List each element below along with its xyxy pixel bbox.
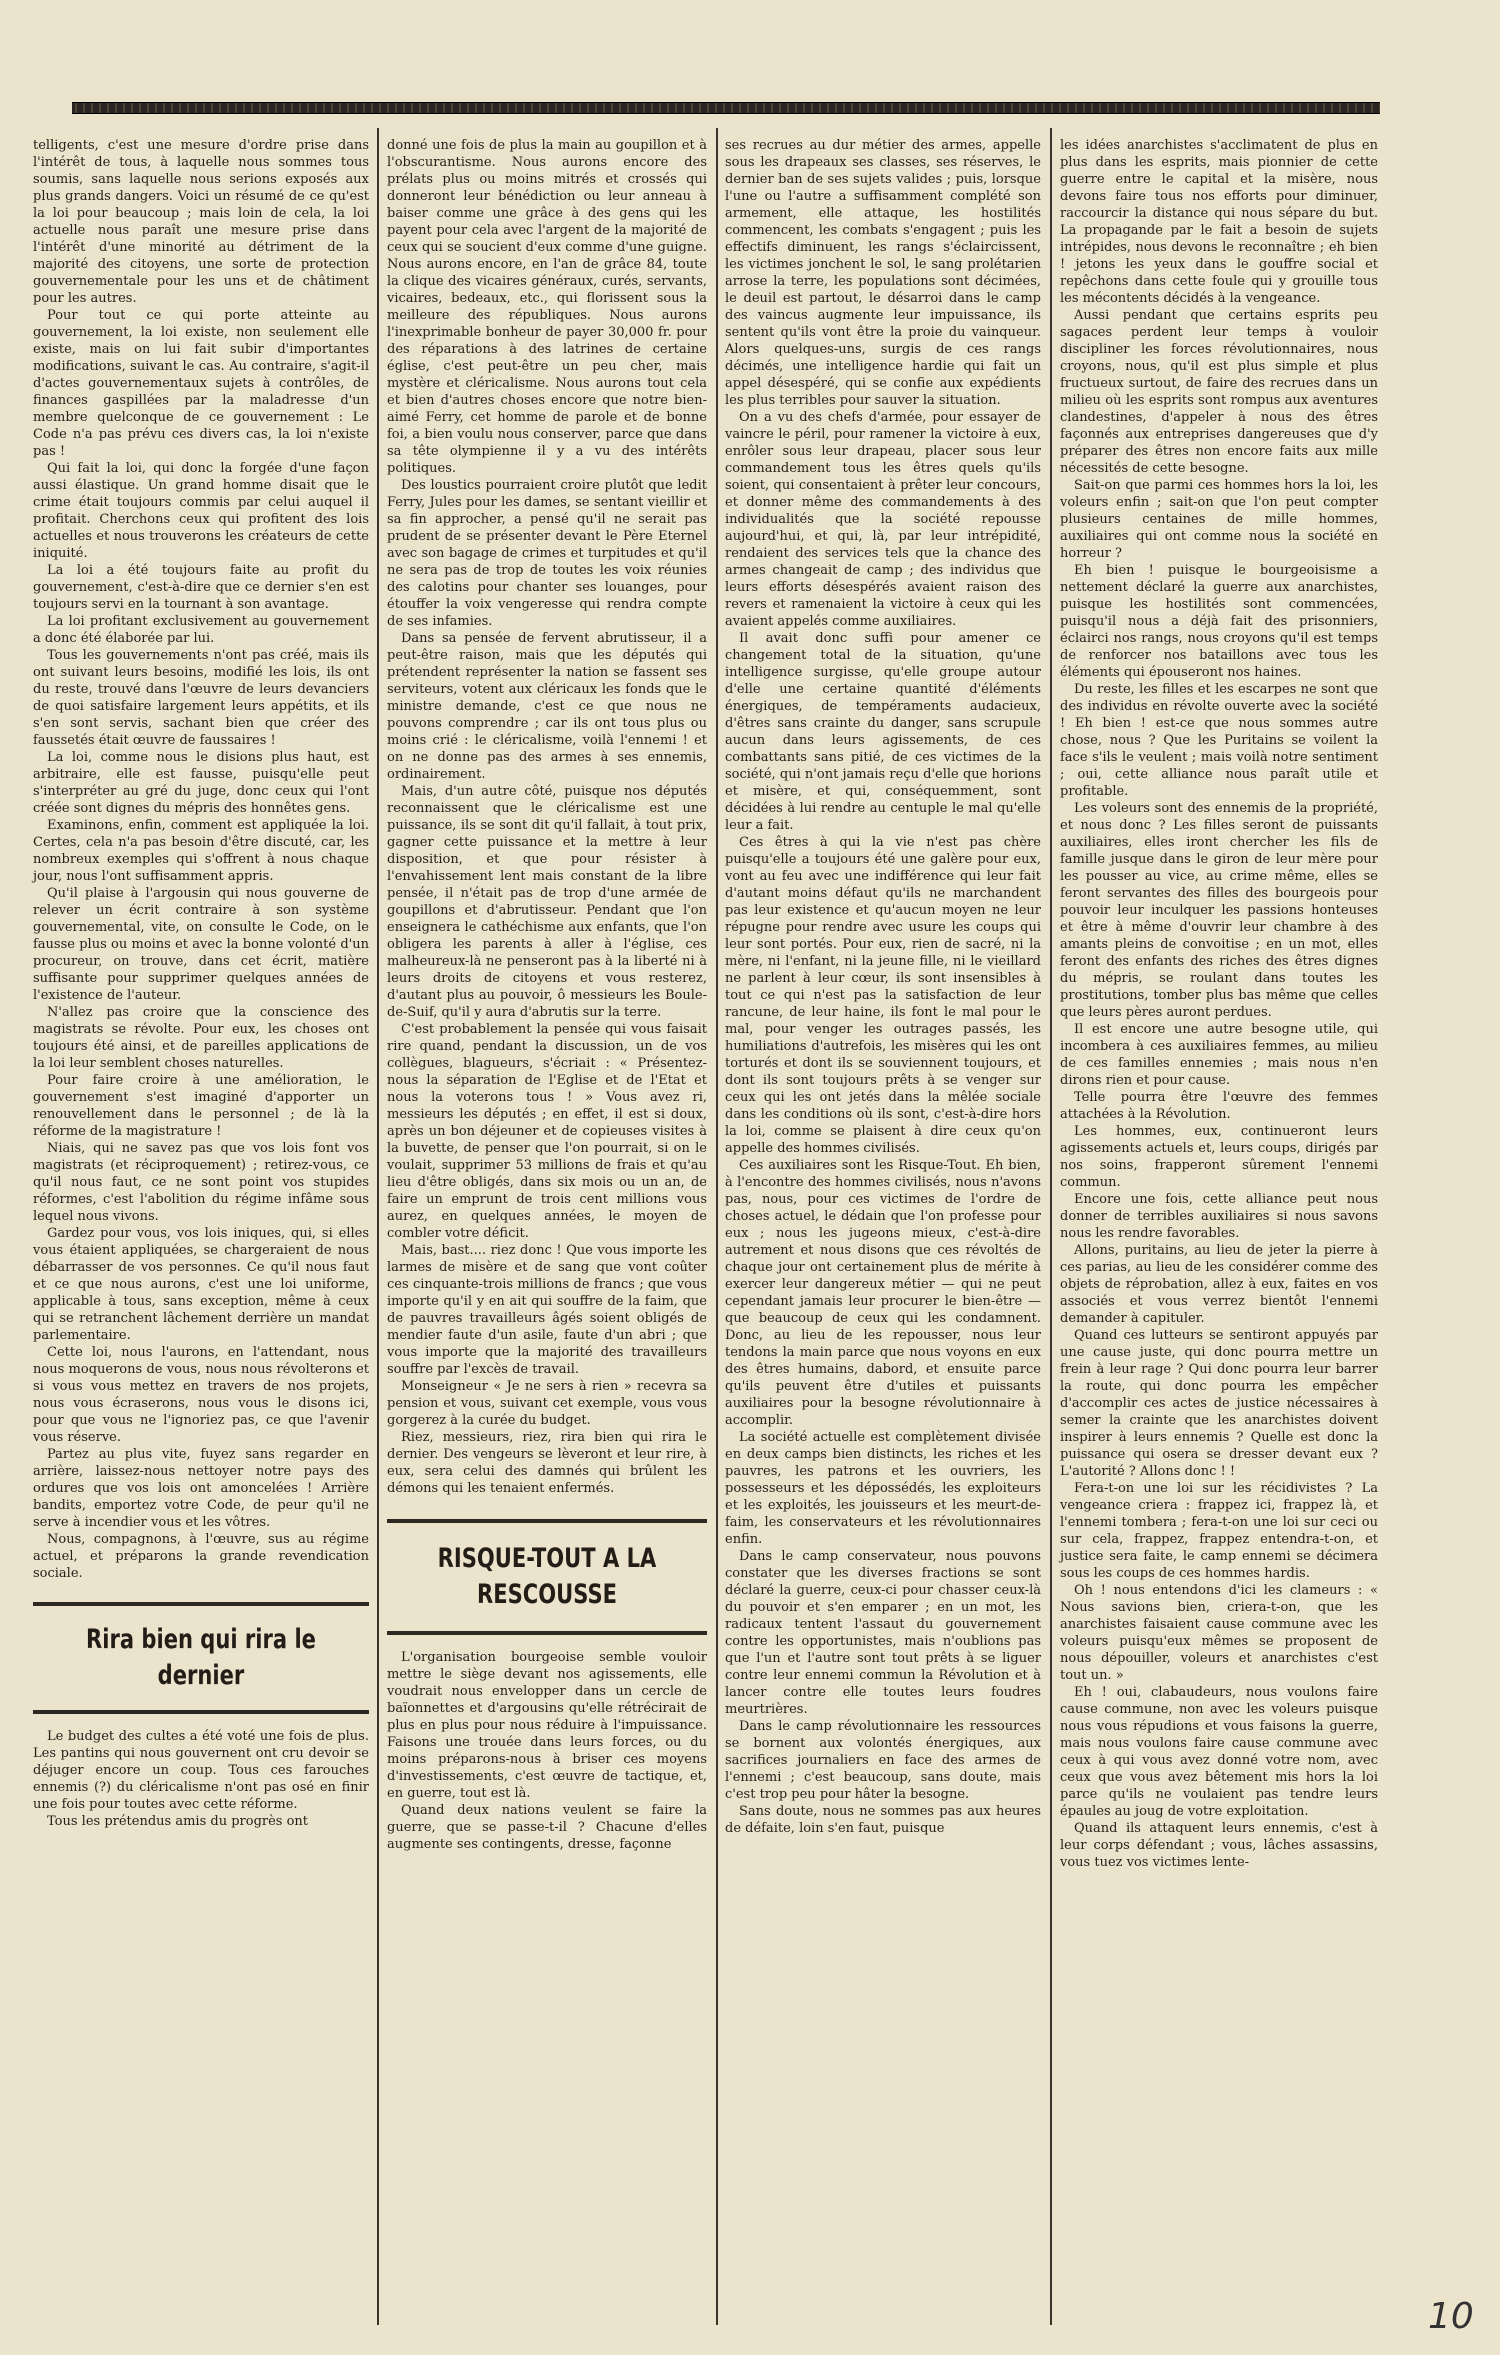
paragraph: Quand deux nations veulent se faire la guerre, que se passe-t-il ? Chacune d'elles augmente ses contingents, dresse, façonne [387,1803,707,1852]
section-rule [387,1631,707,1635]
column-divider [377,128,379,2325]
paragraph: Riez, messieurs, riez, rira bien qui rira le dernier. Des vengeurs se lèveront et leur rire, à eux, sera celui des damnés qui brûlent les démons qui les tenaient enfermés. [387,1430,707,1496]
paragraph: Sait-on que parmi ces hommes hors la loi, les voleurs enfin ; sait-on que l'on peut compter plusieurs centaines de mille hommes, auxiliaires qui ont comme nous la société en horreur ? [1060,478,1378,561]
paragraph: Quand ils attaquent leurs ennemis, c'est à leur corps défendant ; vous, lâches assassins, vous tuez vos victimes lente- [1060,1821,1378,1870]
paragraph: Gardez pour vous, vos lois iniques, qui, si elles vous étaient appliquées, se chargeraient de nous débarrasser de vos personnes. Ce qu'il nous faut et ce que nous aurons, c'est une loi uniforme, applicable à tous, sans exception, même à ceux qui se retranchent lâchement derrière un mandat parlementaire. [33,1226,369,1343]
paragraph: Eh ! oui, clabaudeurs, nous voulons faire cause commune, non avec les voleurs puisque nous vous répudions et vous faisons la guerre, mais nous voulons faire cause commune avec ceux à qui vous avez donné votre nom, avec ceux que vous avez bêtement mis hors la loi parce qu'ils ne voulaient pas tendre leurs épaules au joug de votre exploitation. [1060,1685,1378,1819]
paragraph: Allons, puritains, au lieu de jeter la pierre à ces parias, au lieu de les considérer comme des objets de réprobation, allez à eux, faites en vos associés et vous verrez bientôt l'ennemi demander à capituler. [1060,1243,1378,1326]
article-headline: Rira bien qui rira le dernier [86,1624,316,1691]
paragraph: La loi profitant exclusivement au gouvernement a donc été élaborée par lui. [33,614,369,646]
section-rule [387,1519,707,1523]
column-divider [1050,128,1052,2325]
paragraph: Cette loi, nous l'aurons, en l'attendant, nous nous moquerons de vous, nous nous révolterons et si vous vous mettez en travers de nos projets, nous vous écraserons, nous vous le disons ici, pour que vous ne l'ignoriez pas, ce que l'avenir vous réserve. [33,1345,369,1445]
paragraph: On a vu des chefs d'armée, pour essayer de vaincre le péril, pour ramener la victoire à eux, enrôler sous leur drapeau, placer sous leur commandement tous les êtres quels qu'ils soient, qui consentaient à prêter leur concours, et donner même des commandements à des individualités que la société repousse aujourd'hui, et qui, là, par leur intrépidité, rendaient des services tels que la chance des armes changeait de camp ; des individus que leurs efforts désespérés avaient raison des revers et ramenaient la victoire à ceux qui les avaient appelés comme auxiliaires. [725,410,1041,629]
paragraph: C'est probablement la pensée qui vous faisait rire quand, pendant la discussion, un de vos collègues, blagueurs, s'écriait : « Présentez-nous la séparation de l'Eglise et de l'Etat et nous la voterons tous ! » Vous avez ri, messieurs les députés ; en effet, il est si doux, après un bon déjeuner et de copieuses visites à la buvette, de penser que l'on pourrait, si on le voulait, supprimer 53 millions de frais et qu'au lieu d'être obligés, dans six mois ou un an, de faire un emprunt de trois cent millions vous aurez, en quelques années, le moyen de combler votre déficit. [387,1022,707,1241]
top-rule [72,102,1380,114]
paragraph: Ces auxiliaires sont les Risque-Tout. Eh bien, à l'encontre des hommes civilisés, nous n'avons pas, nous, pour ces victimes de l'ordre de choses actuel, le dédain que l'on professe pour eux ; nous les jugeons mieux, c'est-à-dire autrement et nous disons que ces révoltés de chaque jour ont certainement plus de mérite à exercer leur dangereux métier — qui ne peut cependant jamais leur procurer le bien-être — que beaucoup de ceux qui les condamnent. Donc, au lieu de les repousser, nous leur tendons la main parce que nous voyons en eux des êtres humains, dabord, et ensuite parce qu'ils peuvent être d'utiles et puissants auxiliaires pour la besogne révolutionnaire à accomplir. [725,1158,1041,1428]
column-3 [725,137,1041,1837]
paragraph: Quand ces lutteurs se sentiront appuyés par une cause juste, qui donc pourra mettre un frein à leur rage ? Qui donc pourra leur barrer la route, qui donc pourra les empêcher d'accomplir ces actes de justice nécessaires à semer la crainte que les anarchistes doivent inspirer à leurs ennemis ? Quelle est donc la puissance qui osera se dresser devant eux ? L'autorité ? Allons donc ! ! [1060,1328,1378,1479]
section-rule [33,1710,369,1714]
paragraph: Pour tout ce qui porte atteinte au gouvernement, la loi existe, non seulement elle existe, mais on lui fait subir d'importantes modifications, suivant le cas. Au contraire, s'agit-il d'actes gouvernementaux sujets à contrôles, de finances gaspillées par la maladresse d'un membre quelconque de ce gouvernement : Le Code n'a pas prévu ces divers cas, la loi n'existe pas ! [33,308,369,459]
paragraph: Qui fait la loi, qui donc la forgée d'une façon aussi élastique. Un grand homme disait que le crime était toujours commis par celui auquel il profitait. Cherchons ceux qui profitent des lois actuelles et nous trouverons les créateurs de cette iniquité. [33,461,369,561]
paragraph: La société actuelle est complètement divisée en deux camps bien distincts, les riches et les pauvres, les patrons et les ouvriers, les possesseurs et les dépossédés, les exploiteurs et les exploités, les jouisseurs et les meurt-de-faim, les conservateurs et les révolutionnaires enfin. [725,1430,1041,1547]
column-2 [387,137,707,1853]
paragraph: La loi a été toujours faite au profit du gouvernement, c'est-à-dire que ce dernier s'en est toujours servi en la tournant à son avantage. [33,563,369,612]
paragraph: Fera-t-on une loi sur les récidivistes ? La vengeance criera : frappez ici, frappez là, et l'ennemi tombera ; fera-t-on une loi sur ceci ou sur cela, frappez, frappez entendra-t-on, et justice sera faite, le camp ennemi se décimera sous les coups de ces hommes hardis. [1060,1481,1378,1581]
paragraph: Qu'il plaise à l'argousin qui nous gouverne de relever un écrit contraire à son système gouvernemental, vite, on consulte le Code, on le fausse plus ou moins et avec la bonne volonté d'un procureur, on trouve, dans cet écrit, matière suffisante pour supprimer quelques années de l'existence de l'auteur. [33,886,369,1003]
paragraph: Encore une fois, cette alliance peut nous donner de terribles auxiliaires si nous savons nous les rendre favorables. [1060,1192,1378,1241]
paragraph: Mais, d'un autre côté, puisque nos députés reconnaissent que le cléricalisme est une puissance, ils se sont dit qu'il fallait, à tout prix, gagner cette puissance et la mettre à leur disposition, et que pour résister à l'envahissement lent mais constant de la libre pensée, il n'était pas de trop d'une armée de goupillons et d'abrutisseur. Pendant que l'on enseignera le cathéchisme aux enfants, que l'on obligera les parents à aller à l'église, ces malheureux-là ne penseront pas à la liberté ni à leurs droits de citoyens et vous resterez, d'autant plus au pouvoir, ô messieurs les Boule-de-Suif, qu'il y aura d'abrutis sur la terre. [387,784,707,1020]
paragraph: Nous, compagnons, à l'œuvre, sus au régime actuel, et préparons la grande revendication sociale. [33,1532,369,1581]
paragraph: Les hommes, eux, continueront leurs agissements actuels et, leurs coups, dirigés par nos soins, frapperont sûrement l'ennemi commun. [1060,1124,1378,1190]
paragraph: Niais, qui ne savez pas que vos lois font vos magistrats (et réciproquement) ; retirez-vous, ce qu'il nous faut, ce ne sont point vos stupides réformes, c'est l'abolition du régime infâme sous lequel nous vivons. [33,1141,369,1224]
paragraph: La loi, comme nous le disions plus haut, est arbitraire, elle est fausse, puisqu'elle peut s'interpréter au gré du juge, donc ceux qui l'ont créée sont dignes du mépris des honnêtes gens. [33,750,369,816]
paragraph: Des loustics pourraient croire plutôt que ledit Ferry, Jules pour les dames, se sentant vieillir et sa fin approcher, a pensé qu'il ne serait pas prudent de se présenter devant le Père Eternel avec son bagage de crimes et turpitudes et qu'il ne sera pas de trop de toutes les voix réunies des calotins pour chanter ses louanges, pour étouffer la voix vengeresse qui rendra compte de ses infamies. [387,478,707,629]
paragraph: L'organisation bourgeoise semble vouloir mettre le siège devant nos agissements, elle voudrait nous envelopper dans un cercle de baïonnettes et d'argousins qu'elle rétrécirait de plus en plus pour nous réduire à l'impuissance. Faisons une trouée dans leurs forces, ou du moins préparons-nous à briser ces moyens d'investissements, c'est œuvre de tactique, et, en guerre, tout est là. [387,1650,707,1801]
paragraph: Partez au plus vite, fuyez sans regarder en arrière, laissez-nous nettoyer notre pays des ordures que vos lois ont amoncelées ! Arrière bandits, emportez votre Code, de peur qu'il ne serve à incendier vous et les vôtres. [33,1447,369,1530]
paragraph: N'allez pas croire que la conscience des magistrats se révolte. Pour eux, les choses ont toujours été ainsi, et de pareilles applications de la loi leur semblent choses naturelles. [33,1005,369,1071]
paragraph: Du reste, les filles et les escarpes ne sont que des individus en révolte ouverte avec la société ! Eh bien ! est-ce que nous sommes autre chose, nous ? Que les Puritains se voilent la face s'ils le veulent ; mais voilà notre sentiment ; oui, cette alliance nous paraît utile et profitable. [1060,682,1378,799]
paragraph: Tous les prétendus amis du progrès ont [47,1814,309,1829]
paragraph: Dans le camp conservateur, nous pouvons constater que les diverses fractions se sont déclaré la guerre, ceux-ci pour chasser ceux-là du pouvoir et s'en emparer ; en un mot, les radicaux tentent l'assaut du gouvernement contre les opportunistes, mais n'oublions pas que l'un et l'autre sont tout prêts à se liguer contre leur ennemi commun la Révolution et à lancer contre elle toutes leurs foudres meurtrières. [725,1549,1041,1717]
paragraph: Ces êtres à qui la vie n'est pas chère puisqu'elle a toujours été une galère pour eux, vont au feu avec une indifférence qui leur fait d'autant moins défaut qu'ils ne marchandent pas leur existence et qu'aucun moyen ne leur répugne pour rendre avec usure les coups qui leur sont portés. Pour eux, rien de sacré, ni la mère, ni l'enfant, ni la jeune fille, ni le vieillard ne parlent à leur cœur, ils sont insensibles à tout ce qui n'est pas la satisfaction de leur rancune, de leur haine, ils font le mal pour le mal, pour venger les outrages passés, les humiliations d'autrefois, les misères qui les ont torturés et dont ils se souviennent toujours, et dont ils sont toujours prêts à se venger sur ceux qui les ont jetés dans la mêlée sociale dans les conditions où ils sont, c'est-à-dire hors la loi, comme se plaisent à dire ceux qu'on appelle des hommes civilisés. [725,835,1041,1156]
paragraph: Eh bien ! puisque le bourgeoisisme a nettement déclaré la guerre aux anarchistes, puisque les hostilités sont commencées, puisqu'il nous a déjà fait des prisonniers, éclairci nos rangs, nous croyons qu'il est temps de renforcer nos bataillons avec tous les éléments qui épouseront nos haines. [1060,563,1378,680]
paragraph: Oh ! nous entendons d'ici les clameurs : « Nous savions bien, criera-t-on, que les anarchistes faisaient cause commune avec les voleurs puisqu'eux mêmes se proposent de nous dépouiller, voleurs et anarchistes c'est tout un. » [1060,1583,1378,1683]
paragraph: Mais, bast.... riez donc ! Que vous importe les larmes de misère et de sang que vont coûter ces cinquante-trois millions de francs ; que vous importe qu'il y en ait qui souffre de la faim, que de pauvres travailleurs âgés soient obligés de mendier faute d'un asile, faute d'un abri ; que vous importe que la majorité des travailleurs souffre par l'excès de travail. [387,1243,707,1377]
paragraph: Tous les gouvernements n'ont pas créé, mais ils ont suivant leurs besoins, modifié les lois, ils ont du reste, trouvé dans l'œuvre de leurs devanciers de quoi satisfaire largement leurs appétits, et ils s'en sont servis, sachant bien que créer des faussetés était œuvre de faussaires ! [33,648,369,748]
page-number: 10 [1428,2296,1474,2337]
paragraph: Les voleurs sont des ennemis de la propriété, et nous donc ? Les filles seront de puissants auxiliaires, elles iront chercher les fils de famille jusque dans le giron de leur mère pour les pousser au vice, au crime même, elles se feront servantes des filles des bourgeois pour pouvoir leur inculquer les passions honteuses et être à même d'ouvrir leur chambre à des amants pleins de convoitise ; en un mot, elles feront des enfants des riches des êtres dignes du mépris, se roulant dans toutes les prostitutions, tomber plus bas même que celles que leurs pères auront perdues. [1060,801,1378,1020]
paragraph: Il avait donc suffi pour amener ce changement total de la situation, qu'une intelligence surgisse, qu'elle groupe autour d'elle une certaine quantité d'éléments énergiques, de tempéraments audacieux, d'êtres sans crainte du danger, sans scrupule aucun dans leurs agissements, de ces combattants sans pitié, de ces victimes de la société, qui n'ont jamais reçu d'elle que horions et misère, et qui, conséquemment, sont décidées à lui rendre au centuple le mal qu'elle leur a fait. [725,631,1041,833]
paragraph: Dans le camp révolutionnaire les ressources se bornent aux volontés énergiques, aux sacrifices journaliers en face des armes de l'ennemi ; c'est beaucoup, sans doute, mais c'est trop peu pour hâter la besogne. [725,1719,1041,1802]
column-1 [33,137,369,1830]
paragraph: donné une fois de plus la main au goupillon et à l'obscurantisme. Nous aurons encore des prélats plus ou moins mitrés et crossés qui donneront leur bénédiction ou leur anneau à baiser comme une grâce à des gens qui les payent pour cela avec l'argent de la majorité de ceux qui se soucient d'eux comme d'une guigne. Nous aurons encore, en l'an de grâce 84, toute la clique des vicaires généraux, curés, servants, vicaires, bedeaux, etc., qui florissent sous la meilleure des républiques. Nous aurons l'inexprimable bonheur de payer 30,000 fr. pour des réparations à des latrines de certaine église, c'est peut-être un peu cher, mais mystère et cléricalisme. Nous aurons tout cela et bien d'autres choses encore que notre bien-aimé Ferry, cet homme de parole et de bonne foi, a bien voulu nous conserver, parce que dans sa tête olympienne il y a vu des intérêts politiques. [387,138,707,476]
section-rule [33,1602,369,1606]
paragraph: les idées anarchistes s'acclimatent de plus en plus dans les esprits, mais pionnier de cette guerre entre le capital et la misère, nous devons faire tous nos efforts pour diminuer, raccourcir la distance qui nous sépare du but. La propagande par le fait a besoin de sujets intrépides, nous devons le reconnaître ; eh bien ! jetons les yeux dans le gouffre social et repêchons dans cette foule qui y grouille tous les mécontents décidés à la vengeance. [1060,138,1378,306]
paragraph: Pour faire croire à une amélioration, le gouvernement s'est imaginé d'apporter un renouvellement dans le personnel ; de là la réforme de la magistrature ! [33,1073,369,1139]
paragraph: Examinons, enfin, comment est appliquée la loi. Certes, cela n'a pas besoin d'être discuté, car, les nombreux exemples qui s'offrent à nous chaque jour, nous l'ont suffisamment appris. [33,818,369,884]
paragraph: Aussi pendant que certains esprits peu sagaces perdent leur temps à vouloir discipliner les forces révolutionnaires, nous croyons, nous, qu'il est plus simple et plus fructueux surtout, de faire des recrues dans un milieu où les esprits sont rompus aux aventures clandestines, d'appeler à nous des êtres façonnés aux entreprises dangereuses que d'y préparer des êtres non encore faits aux mille nécessités de cette besogne. [1060,308,1378,476]
paragraph: Le budget des cultes a été voté une fois de plus. Les pantins qui nous gouvernent ont cru devoir se déjuger encore un coup. Tous ces farouches ennemis (?) du cléricalisme n'ont pas osé en finir une fois pour toutes avec cette réforme. [33,1729,369,1812]
paragraph: Telle pourra être l'œuvre des femmes attachées à la Révolution. [1060,1090,1378,1122]
paragraph: Dans sa pensée de fervent abrutisseur, il a peut-être raison, mais que les députés qui prétendent représenter la nation se fassent ses serviteurs, votent aux cléricaux les fonds que le ministre demande, c'est ce que nous ne pouvons comprendre ; car ils ont tous plus ou moins crié : le cléricalisme, voilà l'ennemi ! et on ne donne pas des armes à ses ennemis, ordinairement. [387,631,707,782]
column-4 [1060,137,1378,1871]
paragraph: Monseigneur « Je ne sers à rien » recevra sa pension et vous, suivant cet exemple, vous vous gorgerez à la curée du budget. [387,1379,707,1428]
article-headline: RISQUE-TOUT A LA RESCOUSSE [437,1543,657,1610]
column-divider [716,128,718,2325]
paragraph: ses recrues au dur métier des armes, appelle sous les drapeaux ses classes, ses réserves, le dernier ban de ses sujets valides ; puis, lorsque l'une ou l'autre a suffisamment complété son armement, elle attaque, les hostilités commencent, les combats s'engagent ; puis les effectifs diminuent, les rangs s'éclaircissent, les victimes jonchent le sol, le sang prolétarien arrose la terre, les populations sont décimées, le deuil est partout, le désarroi dans le camp des vaincus augmente leur impuissance, ils sentent qu'ils vont être la proie du vainqueur. Alors quelques-uns, surgis de ces rangs décimés, une intelligence hardie qui fait un appel désespéré, qui se confie aux expédients les plus terribles pour sauver la situation. [725,138,1041,408]
paragraph: telligents, c'est une mesure d'ordre prise dans l'intérêt de tous, à laquelle nous sommes tous soumis, sans laquelle nous serions exposés aux plus grands dangers. Voici un résumé de ce qu'est la loi pour beaucoup ; mais loin de cela, la loi actuelle nous paraît une mesure prise dans l'intérêt d'une minorité au détriment de la majorité des citoyens, une sorte de protection gouvernementale pour les uns et de châtiment pour les autres. [33,138,369,306]
paragraph: Il est encore une autre besogne utile, qui incombera à ces auxiliaires femmes, au milieu de ces familles ennemies ; mais nous n'en dirons rien et pour cause. [1060,1022,1378,1088]
paragraph: Sans doute, nous ne sommes pas aux heures de défaite, loin s'en faut, puisque [725,1804,1041,1836]
